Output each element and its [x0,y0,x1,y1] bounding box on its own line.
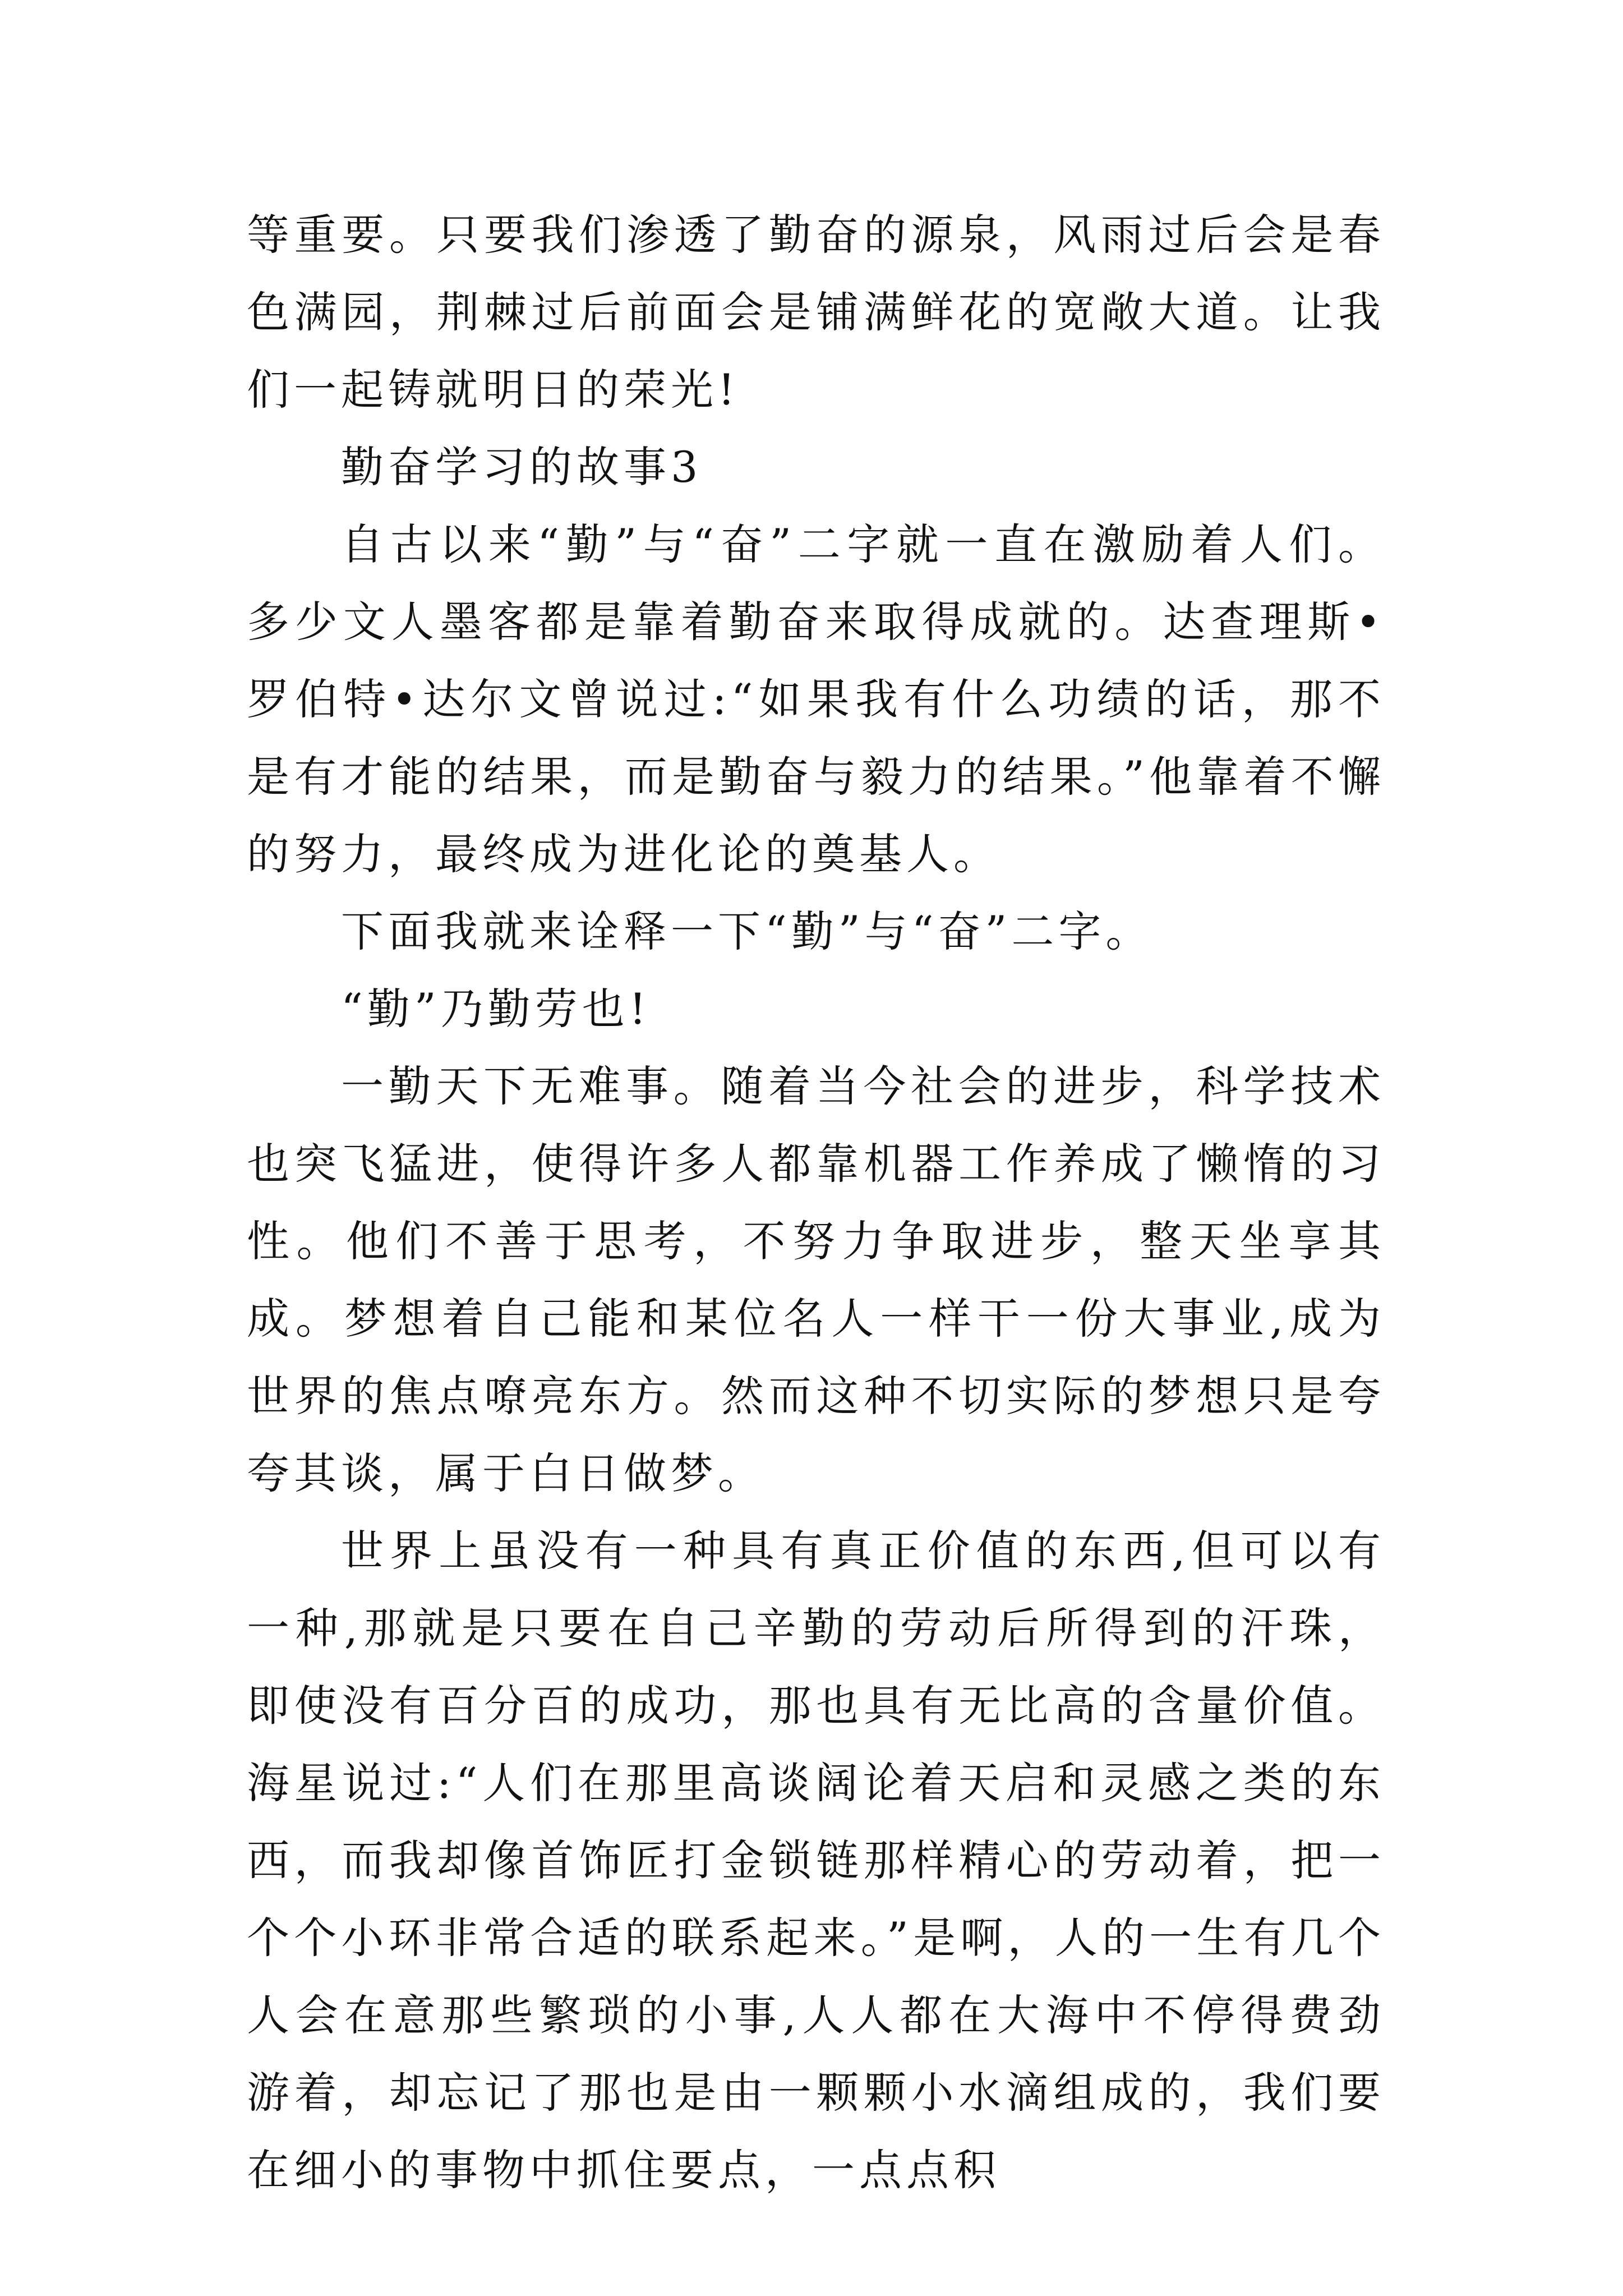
paragraph-intro: 自古以来“勤”与“奋”二字就一直在激励着人们。多少文人墨客都是靠着勤奋来取得成就的。达查理斯•罗伯特•达尔文曾说过:“如果我有什么功绩的话，那不是有才能的结果，而是勤奋与毅力的结果。”他靠着不懈的努力，最终成为进化论的奠基人。 [247,519,1385,879]
paragraph-value: 世界上虽没有一种具有真正价值的东西,但可以有一种,那就是只要在自己辛勤的劳动后所得到的汗珠，即使没有百分百的成功，那也具有无比高的含量价值。海星说过:“人们在那里高谈阔论着天启和灵感之类的东西，而我却像首饰匠打金锁链那样精心的劳动着，把一个个小环非常合适的联系起来。”是啊，人的一生有几个人会在意那些繁琐的小事,人人都在大海中不停得费劲游着，却忘记了那也是由一颗颗小水滴组成的，我们要在细小的事物中抓住要点，一点点积 [247,1526,1385,2195]
paragraph-diligence: 一勤天下无难事。随着当今社会的进步，科学技术也突飞猛进，使得许多人都靠机器工作养成了懒惰的习性。他们不善于思考，不努力争取进步，整天坐享其成。梦想着自己能和某位名人一样干一份大事业,成为世界的焦点嘹亮东方。然而这种不切实际的梦想只是夸夸其谈，属于白日做梦。 [247,1061,1385,1498]
paragraph-continuation: 等重要。只要我们渗透了勤奋的源泉，风雨过后会是春色满园，荆棘过后前面会是铺满鲜花的宽敞大道。让我们一起铸就明日的荣光! [247,210,1385,415]
section-heading: 勤奋学习的故事3 [341,442,703,492]
document-body [247,196,1385,2209]
paragraph-subheading: “勤”乃勤劳也! [341,984,651,1034]
paragraph-explanation: 下面我就来诠释一下“勤”与“奋”二字。 [341,907,1153,956]
